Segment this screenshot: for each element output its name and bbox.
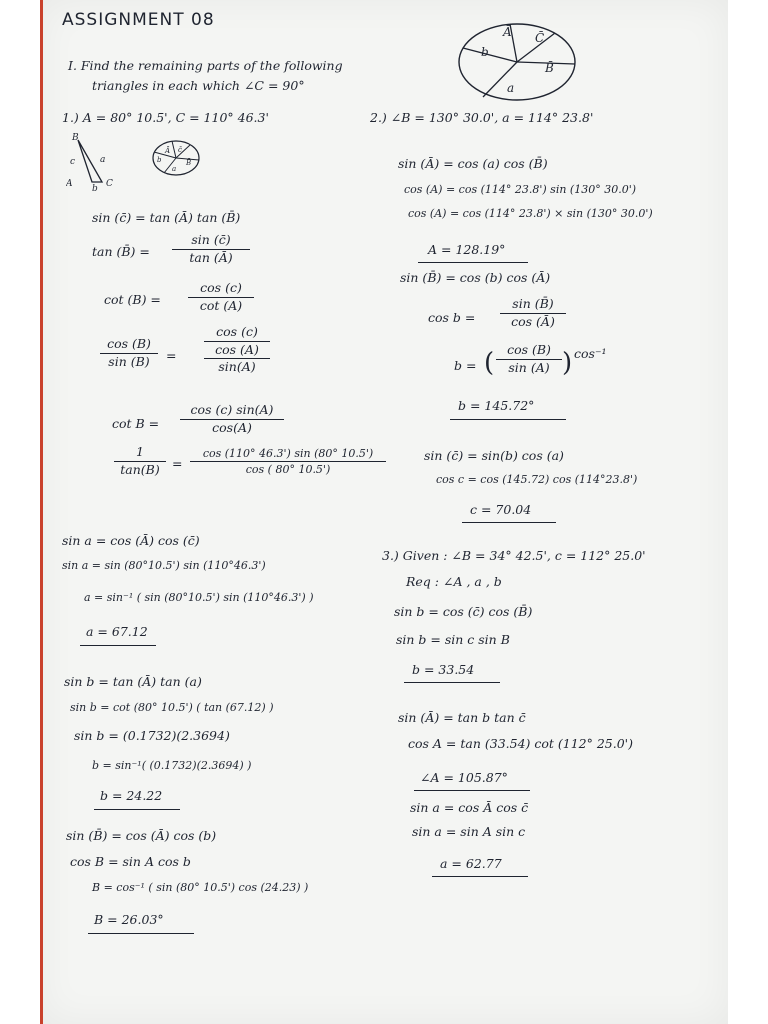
p1-eq-2-lhs: tan (B̄) = [92, 244, 150, 259]
p2-step-9: sin (c̄) = sin(b) cos (a) [424, 448, 564, 463]
p1-eq-2-fraction: sin (c̄) tan (Ā) [172, 234, 250, 264]
p1-b-result: b = 24.22 [100, 788, 163, 803]
p1-b-step-1: sin b = tan (Ā) tan (a) [64, 674, 202, 689]
p2-c-result-underline [462, 522, 556, 523]
p2-a-result-underline [418, 262, 528, 263]
instruction-line-1: I. Find the remaining parts of the following [68, 58, 343, 73]
p3-step-1: sin b = cos (c̄) cos (B̄) [394, 604, 533, 619]
problem1-header: 1.) A = 80° 10.5', C = 110° 46.3' [62, 110, 269, 125]
p3-step-5: cos A = tan (33.54) cot (112° 25.0') [408, 736, 633, 751]
p1-eq-6-equals: = [172, 456, 183, 471]
p2-step-1: sin (Ā) = cos (a) cos (B̄) [398, 156, 548, 171]
p1-a-step-2: sin a = sin (80°10.5') sin (110°46.3') [62, 559, 266, 572]
circle-label-b: b [481, 45, 489, 59]
p1-a-step-3: a = sin⁻¹ ( sin (80°10.5') sin (110°46.3') ) [84, 591, 314, 604]
p1-b-step-2: sin b = cot (80° 10.5') ( tan (67.12) ) [70, 701, 274, 714]
p2-step-7-paren-open: ( [484, 348, 495, 378]
p2-step-10: cos c = cos (145.72) cos (114°23.8') [436, 473, 638, 486]
svg-text:c: c [70, 157, 76, 167]
svg-text:B̄: B̄ [186, 159, 192, 167]
svg-text:b: b [157, 156, 162, 164]
p1-eq-5-fraction: cos (c) sin(A) cos(A) [180, 404, 284, 434]
p1-c-step-2: cos B = sin A cos b [70, 854, 191, 869]
mini-napier-circle [150, 138, 202, 178]
svg-text:C: C [106, 179, 113, 189]
svg-text:a: a [172, 165, 177, 173]
p2-step-7-paren-close: ) [562, 348, 573, 378]
p2-b-result-underline [450, 419, 566, 420]
p2-b-result: b = 145.72° [458, 398, 535, 413]
svg-text:B: B [72, 133, 79, 143]
problem3-required: Req : ∠A , a , b [406, 574, 502, 589]
p1-eq-6-fraction: cos (110° 46.3') sin (80° 10.5') cos ( 80° 10.5') [190, 448, 386, 475]
p1-a-step-1: sin a = cos (Ā) cos (c̄) [62, 533, 200, 548]
p1-c-result-underline [88, 933, 194, 934]
p2-step-7-tail: cos⁻¹ [574, 346, 607, 361]
svg-text:a: a [100, 155, 106, 165]
p1-eq-4-equals: = [166, 348, 177, 363]
p3-step-7: sin a = cos Ā cos c̄ [410, 800, 529, 815]
circle-label-b-bar: B̄ [545, 61, 554, 75]
p2-step-6-lhs: cos b = [428, 310, 476, 325]
p3-a-angle-result: ∠A = 105.87° [420, 770, 508, 785]
instruction-line-2: triangles in each which ∠C = 90° [92, 78, 305, 93]
p2-a-result: A = 128.19° [428, 242, 506, 257]
p2-step-7-lhs: b = [454, 358, 477, 373]
p1-a-result-underline [80, 645, 156, 646]
p2-step-2: cos (A) = cos (114° 23.8') sin (130° 30.0') [404, 183, 637, 196]
p2-step-5: sin (B̄) = cos (b) cos (Ā) [400, 270, 551, 285]
p1-c-step-3: B = cos⁻¹ ( sin (80° 10.5') cos (24.23) ) [92, 881, 309, 894]
p3-a-result: a = 62.77 [440, 856, 502, 871]
p1-eq-3-fraction: cos (c) cot (A) [188, 282, 254, 312]
p1-eq-3-lhs: cot (B) = [104, 292, 161, 307]
p3-b-result-underline [404, 682, 500, 683]
p3-a-angle-result-underline [414, 790, 530, 791]
p1-c-result: B = 26.03° [94, 912, 164, 927]
problem3-header: 3.) Given : ∠B = 34° 42.5', c = 112° 25.0' [382, 548, 646, 563]
p1-eq-4-right-fraction: cos (c) cos (A) sin(A) [204, 326, 270, 374]
p3-b-result: b = 33.54 [412, 662, 475, 677]
p1-a-result: a = 67.12 [86, 624, 148, 639]
p3-step-4: sin (Ā) = tan b tan c̄ [398, 710, 526, 725]
p3-step-8: sin a = sin A sin c [412, 824, 526, 839]
margin-line [40, 0, 43, 1024]
notebook-page [40, 0, 728, 1024]
p2-c-result: c = 70.04 [470, 502, 532, 517]
assignment-title: ASSIGNMENT 08 [62, 10, 215, 30]
p1-eq-4-left-fraction: cos (B) sin (B) [100, 338, 158, 368]
p1-eq-5-lhs: cot B = [112, 416, 160, 431]
circle-label-a: a [507, 81, 515, 95]
p2-step-6-fraction: sin (B̄) cos (Ā) [500, 298, 566, 328]
p3-a-result-underline [432, 876, 528, 877]
svg-text:Ā: Ā [165, 147, 171, 155]
napier-circle-diagram [455, 20, 580, 105]
circle-label-a-bar: Ā [503, 25, 512, 39]
p1-b-step-3: sin b = (0.1732)(2.3694) [74, 728, 230, 743]
svg-text:b: b [92, 184, 98, 192]
p1-eq-1: sin (c̄) = tan (Ā) tan (B̄) [92, 210, 241, 225]
p1-b-step-4: b = sin⁻¹( (0.1732)(2.3694) ) [92, 759, 252, 772]
p1-eq-6-left-fraction: 1 tan(B) [114, 446, 166, 476]
svg-text:A: A [66, 179, 73, 189]
svg-text:c̄: c̄ [178, 146, 182, 154]
p2-step-3: cos (A) = cos (114° 23.8') × sin (130° 30.0') [408, 207, 653, 220]
right-triangle-sketch [66, 130, 126, 192]
p1-b-result-underline [94, 809, 180, 810]
p3-step-2: sin b = sin c sin B [396, 632, 510, 647]
p1-c-step-1: sin (B̄) = cos (Ā) cos (b) [66, 828, 217, 843]
problem2-header: 2.) ∠B = 130° 30.0', a = 114° 23.8' [370, 110, 594, 125]
p2-step-7-fraction: cos (B) sin (A) [496, 344, 562, 374]
circle-label-c-bar: C̄ [535, 31, 545, 45]
